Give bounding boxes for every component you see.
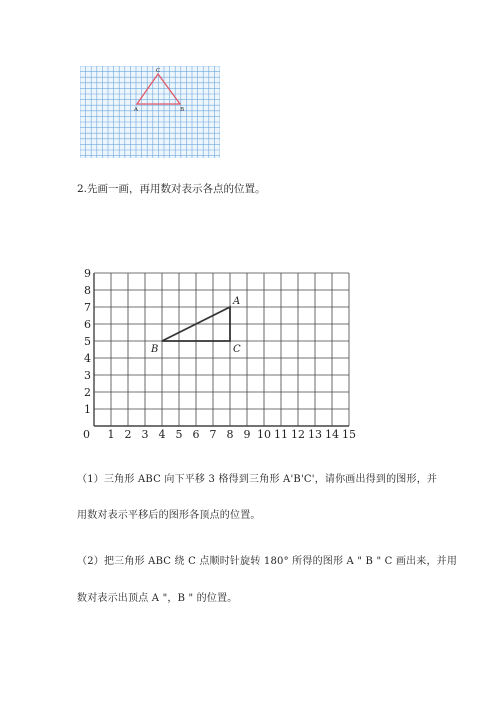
x-tick-label: 1 (107, 428, 115, 441)
x-tick-label: 15 (342, 428, 356, 441)
main-grid-lines (94, 273, 349, 426)
y-tick-label: 5 (84, 335, 91, 348)
y-tick-label: 4 (84, 352, 91, 365)
x-axis-tick-labels (83, 428, 356, 441)
paragraph-1-line-2: 用数对表示平移后的图形各顶点的位置。 (77, 510, 261, 521)
vertex-label-b: B (151, 344, 159, 355)
x-tick-label: 4 (158, 428, 166, 441)
question-title: 2.先画一画，再用数对表示各点的位置。 (77, 183, 266, 195)
x-tick-label: 7 (209, 428, 217, 441)
x-tick-label: 6 (192, 428, 200, 441)
y-tick-label: 3 (84, 369, 91, 382)
paragraph-1-line-1: （1）三角形 ABC 向下平移 3 格得到三角形 A'B'C'，请你画出得到的图形，并 (77, 474, 438, 485)
x-tick-label: 12 (291, 428, 305, 441)
x-tick-label: 3 (141, 428, 149, 441)
y-tick-label: 2 (84, 386, 91, 399)
x-tick-label: 9 (243, 428, 251, 441)
x-tick-label: 2 (124, 428, 132, 441)
small-label-c: C (156, 68, 161, 74)
y-tick-label: 9 (84, 267, 91, 280)
x-tick-label: 11 (274, 428, 288, 441)
y-axis-tick-labels (84, 267, 91, 416)
x-tick-label: 8 (226, 428, 234, 441)
small-label-b: B (180, 107, 185, 113)
x-tick-label: 10 (257, 428, 271, 441)
small-grid-figure (80, 66, 220, 158)
paragraph-2-line-2: 数对表示出顶点 A "，B " 的位置。 (77, 593, 238, 604)
x-tick-label: 13 (308, 428, 322, 441)
small-label-a: A (134, 107, 138, 113)
y-tick-label: 1 (84, 403, 91, 416)
y-tick-label: 8 (84, 284, 91, 297)
x-tick-label: 0 (83, 428, 90, 441)
x-tick-label: 14 (325, 428, 339, 441)
vertex-label-c: C (233, 344, 241, 355)
y-tick-label: 7 (84, 301, 91, 314)
vertex-label-a: A (233, 296, 241, 307)
y-tick-label: 6 (84, 318, 91, 331)
main-coordinate-grid (78, 262, 378, 442)
x-tick-label: 5 (175, 428, 183, 441)
paragraph-2-line-1: （2）把三角形 ABC 绕 C 点顺时针旋转 180° 所得的图形 A " B " C 画出来，并用 (77, 556, 458, 567)
